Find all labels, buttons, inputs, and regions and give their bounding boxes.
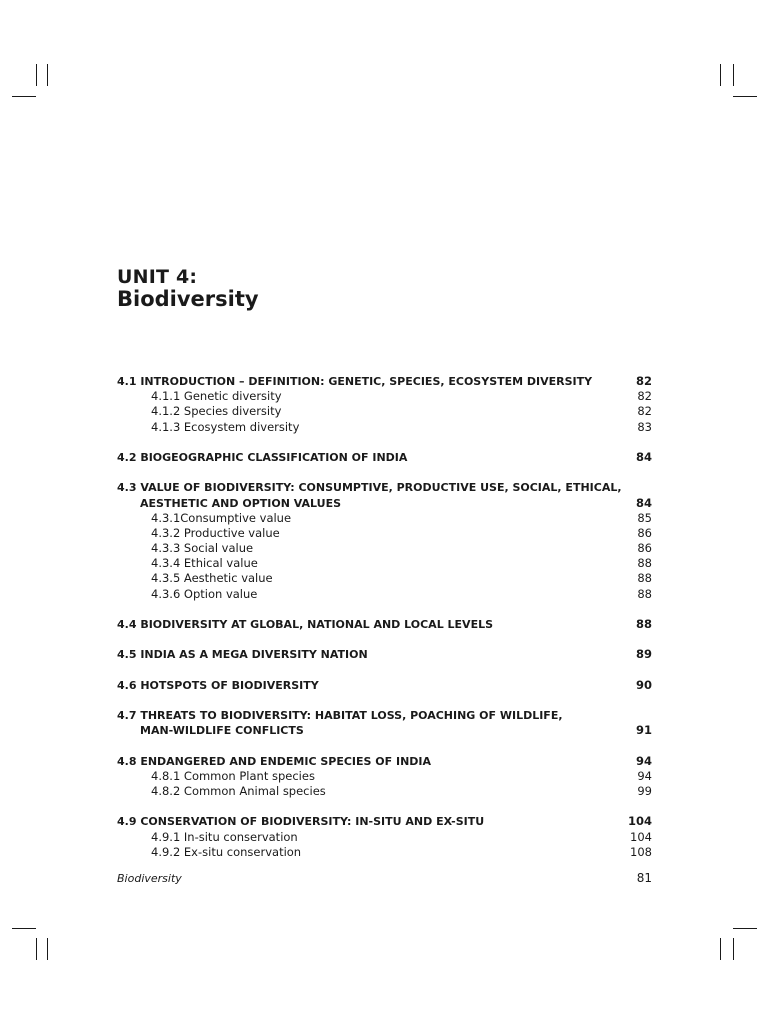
toc-entry-page: 86	[637, 541, 652, 556]
toc-entry[interactable]	[117, 678, 652, 693]
toc-entry-title: 4.8.1 Common Plant species	[151, 768, 315, 783]
toc-entry-page: 104	[630, 829, 652, 844]
toc-entry[interactable]	[117, 708, 652, 723]
toc-entry-title: 4.5 INDIA AS A MEGA DIVERSITY NATION	[117, 648, 368, 662]
unit-label: UNIT 4:	[117, 266, 198, 288]
toc-entry-page: 94	[635, 753, 652, 768]
toc-entry-title: MAN-WILDLIFE CONFLICTS	[140, 724, 304, 738]
toc-spacer	[117, 799, 652, 814]
toc-subentry[interactable]	[117, 845, 652, 860]
toc-entry-page: 82	[637, 389, 652, 404]
toc-entry-title: 4.6 HOTSPOTS OF BIODIVERSITY	[117, 678, 319, 692]
toc-entry-title: 4.8 ENDANGERED AND ENDEMIC SPECIES OF INDIA	[117, 754, 432, 768]
toc-entry-page: 90	[635, 677, 652, 692]
toc-entry[interactable]	[117, 723, 652, 738]
toc-entry-title: 4.3.1Consumptive value	[151, 510, 292, 525]
toc-entry-title: 4.2 BIOGEOGRAPHIC CLASSIFICATION OF INDIA	[117, 450, 408, 464]
toc-entry-title: 4.1.2 Species diversity	[151, 404, 282, 419]
toc-subentry[interactable]	[117, 769, 652, 784]
toc-entry-page: 99	[637, 784, 652, 799]
toc-spacer	[117, 663, 652, 678]
toc-entry-title: 4.7 THREATS TO BIODIVERSITY: HABITAT LOSS, POACHING OF WILDLIFE,	[117, 709, 563, 723]
toc-entry-title: 4.3.5 Aesthetic value	[151, 571, 273, 586]
toc-entry-page: 82	[637, 404, 652, 419]
toc-entry-page: 82	[635, 374, 652, 388]
toc-entry[interactable]	[117, 754, 652, 769]
toc-entry-page: 94	[637, 768, 652, 783]
toc-entry-page: 86	[637, 525, 652, 540]
toc-entry-page: 83	[637, 419, 652, 434]
toc-subentry[interactable]	[117, 587, 652, 602]
toc-entry-title: 4.3.4 Ethical value	[151, 556, 258, 571]
running-title: Biodiversity	[117, 872, 182, 885]
toc-entry[interactable]	[117, 647, 652, 662]
toc-entry[interactable]	[117, 450, 652, 465]
unit-title: Biodiversity	[117, 287, 259, 311]
toc-entry-title: AESTHETIC AND OPTION VALUES	[140, 496, 342, 510]
toc-entry-page: 91	[635, 723, 652, 738]
toc-subentry[interactable]	[117, 556, 652, 571]
toc-entry-title: 4.3.3 Social value	[151, 541, 254, 556]
toc-entry-title: 4.1.3 Ecosystem diversity	[151, 419, 300, 434]
toc-entry-title: 4.9.2 Ex-situ conservation	[151, 844, 302, 859]
toc-subentry[interactable]	[117, 571, 652, 586]
toc-entry-page: 84	[635, 449, 652, 464]
toc-subentry[interactable]	[117, 526, 652, 541]
toc-entry-title: 4.4 BIODIVERSITY AT GLOBAL, NATIONAL AND LOCAL LEVELS	[117, 618, 494, 631]
toc-entry[interactable]	[117, 617, 652, 632]
toc-entry-title: 4.9.1 In-situ conservation	[151, 829, 298, 844]
toc-entry[interactable]	[117, 814, 652, 829]
toc-subentry[interactable]	[117, 389, 652, 404]
toc-entry-page: 104	[627, 814, 652, 829]
toc-subentry[interactable]	[117, 404, 652, 419]
toc-entry-title: 4.1.1 Genetic diversity	[151, 389, 282, 404]
toc-entry-title: 4.3.6 Option value	[151, 586, 258, 601]
toc-spacer	[117, 602, 652, 617]
toc-entry-title: 4.9 CONSERVATION OF BIODIVERSITY: IN-SITU AND EX-SITU	[117, 815, 485, 829]
toc-entry-title: 4.1 INTRODUCTION – DEFINITION: GENETIC, SPECIES, ECOSYSTEM DIVERSITY	[117, 375, 593, 388]
toc-entry[interactable]	[117, 374, 652, 389]
toc-entry-title: 4.8.2 Common Animal species	[151, 784, 326, 799]
toc-subentry[interactable]	[117, 420, 652, 435]
toc-entry-page: 108	[630, 844, 652, 859]
toc-spacer	[117, 632, 652, 647]
toc-entry-title: 4.3 VALUE OF BIODIVERSITY: CONSUMPTIVE, PRODUCTIVE USE, SOCIAL, ETHICAL,	[117, 481, 622, 495]
toc-entry-page: 88	[637, 556, 652, 571]
toc-entry-title: 4.3.2 Productive value	[151, 525, 280, 540]
toc-subentry[interactable]	[117, 830, 652, 845]
toc-subentry[interactable]	[117, 784, 652, 799]
toc-spacer	[117, 435, 652, 450]
table-of-contents	[117, 374, 652, 860]
toc-entry-page: 88	[637, 571, 652, 586]
page-footer	[117, 871, 652, 886]
toc-entry-page: 88	[635, 617, 652, 631]
toc-spacer	[117, 739, 652, 754]
toc-spacer	[117, 465, 652, 480]
toc-entry-page: 85	[637, 510, 652, 525]
toc-entry[interactable]	[117, 496, 652, 511]
toc-subentry[interactable]	[117, 511, 652, 526]
toc-subentry[interactable]	[117, 541, 652, 556]
toc-entry[interactable]	[117, 480, 652, 495]
toc-entry-page: 88	[637, 586, 652, 601]
page-number: 81	[636, 871, 652, 885]
toc-entry-page: 89	[635, 647, 652, 662]
toc-spacer	[117, 693, 652, 708]
toc-entry-page: 84	[635, 495, 652, 510]
